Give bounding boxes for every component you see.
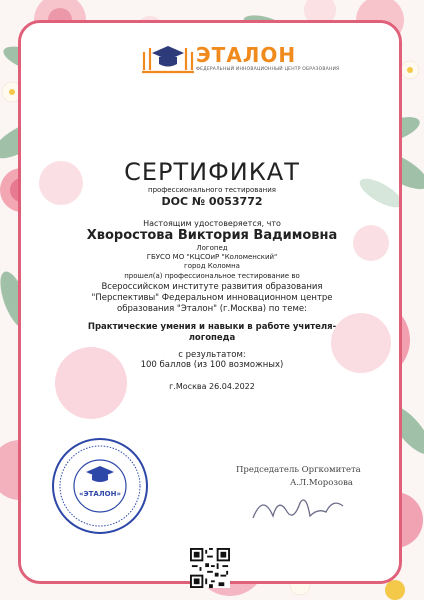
seal-center-text: «ЭТАЛОН»	[79, 490, 121, 498]
etalon-logo-icon	[140, 40, 196, 76]
recipient-position: Логопед	[196, 244, 228, 252]
signatory-role: Председатель Оргкомитета	[236, 465, 361, 475]
qr-code-icon	[190, 548, 230, 588]
organization-seal	[50, 436, 150, 536]
result-label: с результатом:	[178, 350, 246, 360]
recipient-name: Хворостова Виктория Вадимовна	[86, 228, 338, 243]
topic-line-1: Практические умения и навыки в работе учителя-	[87, 322, 337, 332]
body-line-2: "Перспективы" Федеральном инновационном центре	[91, 293, 333, 303]
certificate-subtitle: профессионального тестирования	[148, 186, 276, 194]
logo-name: ЭТАЛОН	[196, 43, 297, 67]
topic-line-2: логопеда	[188, 333, 236, 343]
logo-tagline: ФЕДЕРАЛЬНЫЙ ИННОВАЦИОННЫЙ ЦЕНТР ОБРАЗОВАНИЯ	[196, 67, 340, 72]
body-line-1: Всероссийском институте развития образования	[101, 282, 323, 292]
passed-text: прошел(а) профессиональное тестирование во	[124, 272, 300, 280]
recipient-organization: ГБУСО МО "КЦСОиР "Коломенский"	[146, 253, 278, 261]
signatory-name: А.Л.Морозова	[290, 478, 353, 488]
place-date: г.Москва 26.04.2022	[169, 382, 255, 391]
certificate-title: СЕРТИФИКАТ	[124, 158, 300, 186]
document-number: DOC № 0053772	[161, 195, 263, 208]
recipient-city: город Коломна	[184, 262, 240, 270]
body-line-3: образования "Эталон" (г.Москва) по теме:	[117, 304, 307, 314]
intro-text: Настоящим удостоверяется, что	[143, 219, 281, 228]
handwritten-signature	[248, 488, 348, 528]
result-value: 100 баллов (из 100 возможных)	[140, 360, 284, 370]
